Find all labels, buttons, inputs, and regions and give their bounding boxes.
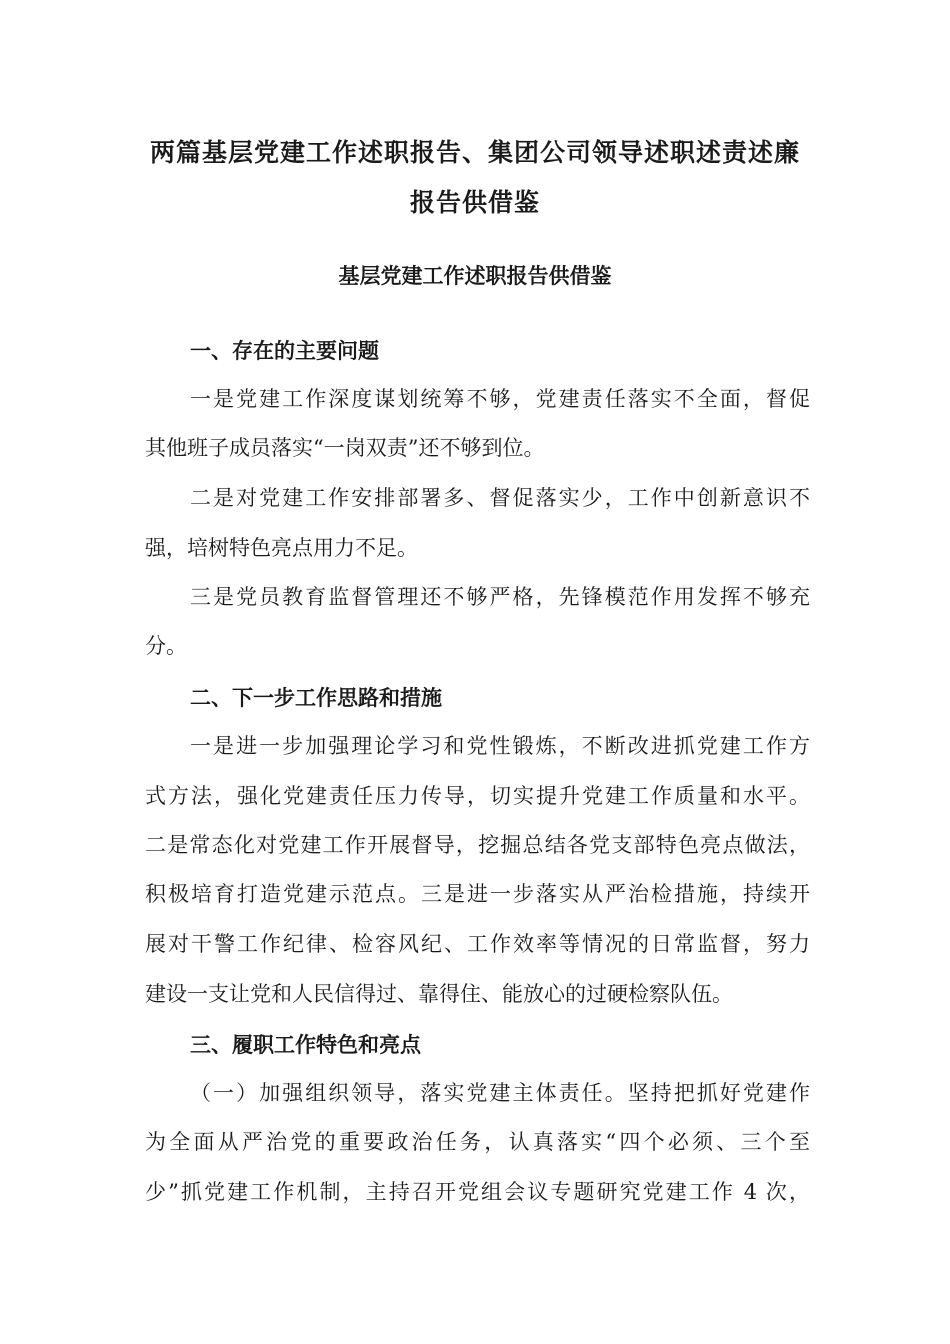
section-1-line: 其他班子成员落实“一岗双责”还不够到位。 [145,436,545,460]
section-2-line: 二是常态化对党建工作开展督导，挖掘总结各党支部特色亮点做法， [145,833,810,857]
section-1-heading: 一、存在的主要问题 [190,338,379,363]
document-subtitle: 基层党建工作述职报告供借鉴 [338,263,612,288]
section-1-line: 分。 [145,634,187,658]
section-2-line: 展对干警工作纪律、检容风纪、工作效率等情况的日常监督，努力 [145,932,810,956]
section-2-line: 式方法，强化党建责任压力传导，切实提升党建工作质量和水平。 [145,784,810,808]
section-1-line: 二是对党建工作安排部署多、督促落实少，工作中创新意识不 [190,486,810,510]
section-2-line: 一是进一步加强理论学习和党性锻炼，不断改进抓党建工作方 [190,734,810,758]
document-title-line-1: 两篇基层党建工作述职报告、集团公司领导述职述责述廉 [149,138,800,167]
section-2-line: 积极培育打造党建示范点。三是进一步落实从严治检措施，持续开 [145,882,810,906]
section-3-line: （一）加强组织领导，落实党建主体责任。坚持把抓好党建作 [190,1081,810,1105]
section-1-line: 三是党员教育监督管理还不够严格，先锋模范作用发挥不够充 [190,585,810,609]
section-1-line: 一是党建工作深度谋划统筹不够，党建责任落实不全面，督促 [190,387,810,411]
section-2-line: 建设一支让党和人民信得过、靠得住、能放心的过硬检察队伍。 [145,982,733,1006]
section-2-heading: 二、下一步工作思路和措施 [190,685,442,710]
section-3-heading: 三、履职工作特色和亮点 [190,1032,421,1057]
document-title-line-2: 报告供借鉴 [409,188,540,217]
section-3-line: 为全面从严治党的重要政治任务，认真落实“四个必须、三个至 [145,1130,810,1154]
section-1-line: 强，培树特色亮点用力不足。 [145,536,418,560]
section-3-line: 少”抓党建工作机制，主持召开党组会议专题研究党建工作 4 次， [145,1180,810,1204]
